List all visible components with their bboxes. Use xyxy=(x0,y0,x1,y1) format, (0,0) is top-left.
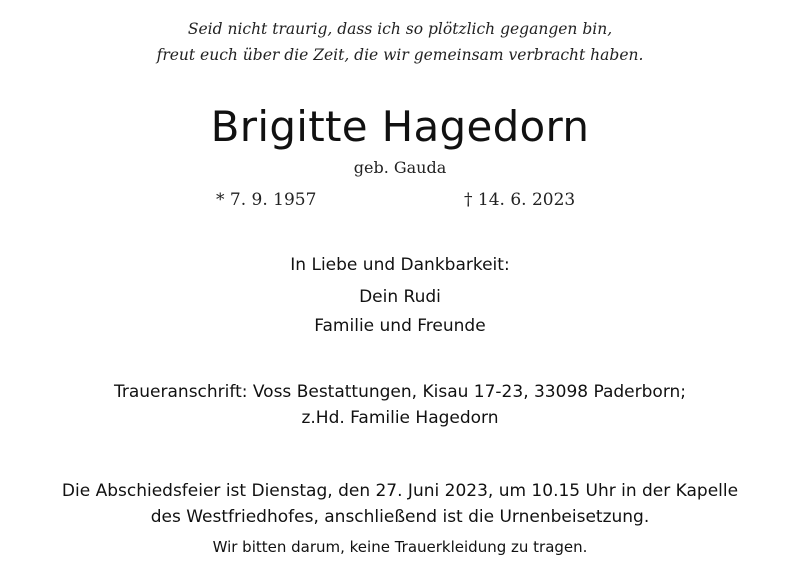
ceremony-line-2: des Westfriedhofes, anschließend ist die Urnenbeisetzung. xyxy=(150,507,650,527)
dress-code-note: Wir bitten darum, keine Trauerkleidung zu tragen. xyxy=(212,538,588,556)
birth-name: geb. Gauda xyxy=(353,158,447,177)
mourner-line-2: Familie und Freunde xyxy=(314,316,486,336)
address-line-1: Traueranschrift: Voss Bestattungen, Kisau 17-23, 33098 Paderborn; xyxy=(113,382,687,402)
death-date: † 14. 6. 2023 xyxy=(464,190,576,210)
birth-date: * 7. 9. 1957 xyxy=(216,190,317,210)
mourners-intro: In Liebe und Dankbarkeit: xyxy=(290,255,510,275)
motto-line-1: Seid nicht traurig, dass ich so plötzlich gegangen bin, xyxy=(187,20,613,38)
deceased-name: Brigitte Hagedorn xyxy=(210,102,590,151)
mourner-line-1: Dein Rudi xyxy=(359,287,441,307)
address-line-2: z.Hd. Familie Hagedorn xyxy=(301,408,499,428)
motto-line-2: freut euch über die Zeit, die wir gemeinsam verbracht haben. xyxy=(156,46,644,64)
ceremony-line-1: Die Abschiedsfeier ist Dienstag, den 27. Juni 2023, um 10.15 Uhr in der Kapelle xyxy=(61,481,739,501)
